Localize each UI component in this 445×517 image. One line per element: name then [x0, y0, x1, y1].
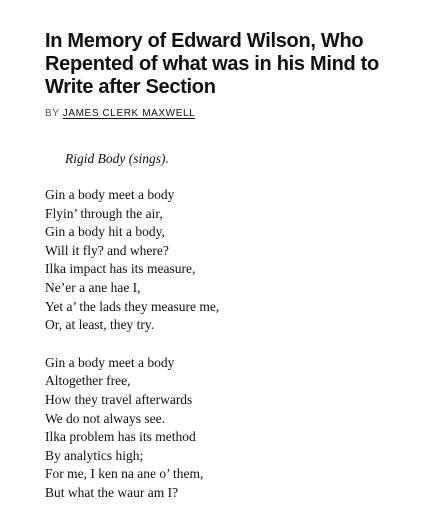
poem-line: But what the waur am I? [45, 484, 179, 500]
epigraph: Rigid Body (sings). [65, 151, 169, 166]
poem-line: Altogether free, [45, 373, 131, 389]
poem-line: Or, at least, they try. [45, 317, 155, 333]
poem-page [45, 30, 425, 503]
byline-prefix: BY [45, 108, 60, 119]
poem-line: Will it fly? and where? [45, 242, 169, 258]
author-link[interactable]: JAMES CLERK MAXWELL [62, 108, 196, 119]
poem-line: Ilka impact has its measure, [45, 261, 196, 277]
poem-line: Gin a body meet a body [45, 354, 175, 370]
stanza-2 [45, 354, 425, 503]
byline [45, 108, 425, 119]
poem-line: Ilka problem has its method [45, 429, 196, 445]
poem-line: Flyin’ through the air, [45, 205, 163, 221]
poem-line: Gin a body hit a body, [45, 224, 165, 240]
poem-line: By analytics high; [45, 447, 144, 463]
poem-line: Gin a body meet a body [45, 187, 175, 202]
stanza-1 [45, 186, 425, 335]
poem-line: For me, I ken na ane o’ them, [45, 466, 204, 482]
poem-line: Yet a’ the lads they measure me, [45, 298, 220, 314]
poem-line: How they travel afterwards [45, 391, 193, 407]
poem-line: Ne’er a ane hae I, [45, 279, 141, 295]
poem-line: We do not always see. [45, 410, 166, 426]
poem-title: In Memory of Edward Wilson, Who Repented of what was in his Mind to Write after Section [45, 30, 379, 98]
